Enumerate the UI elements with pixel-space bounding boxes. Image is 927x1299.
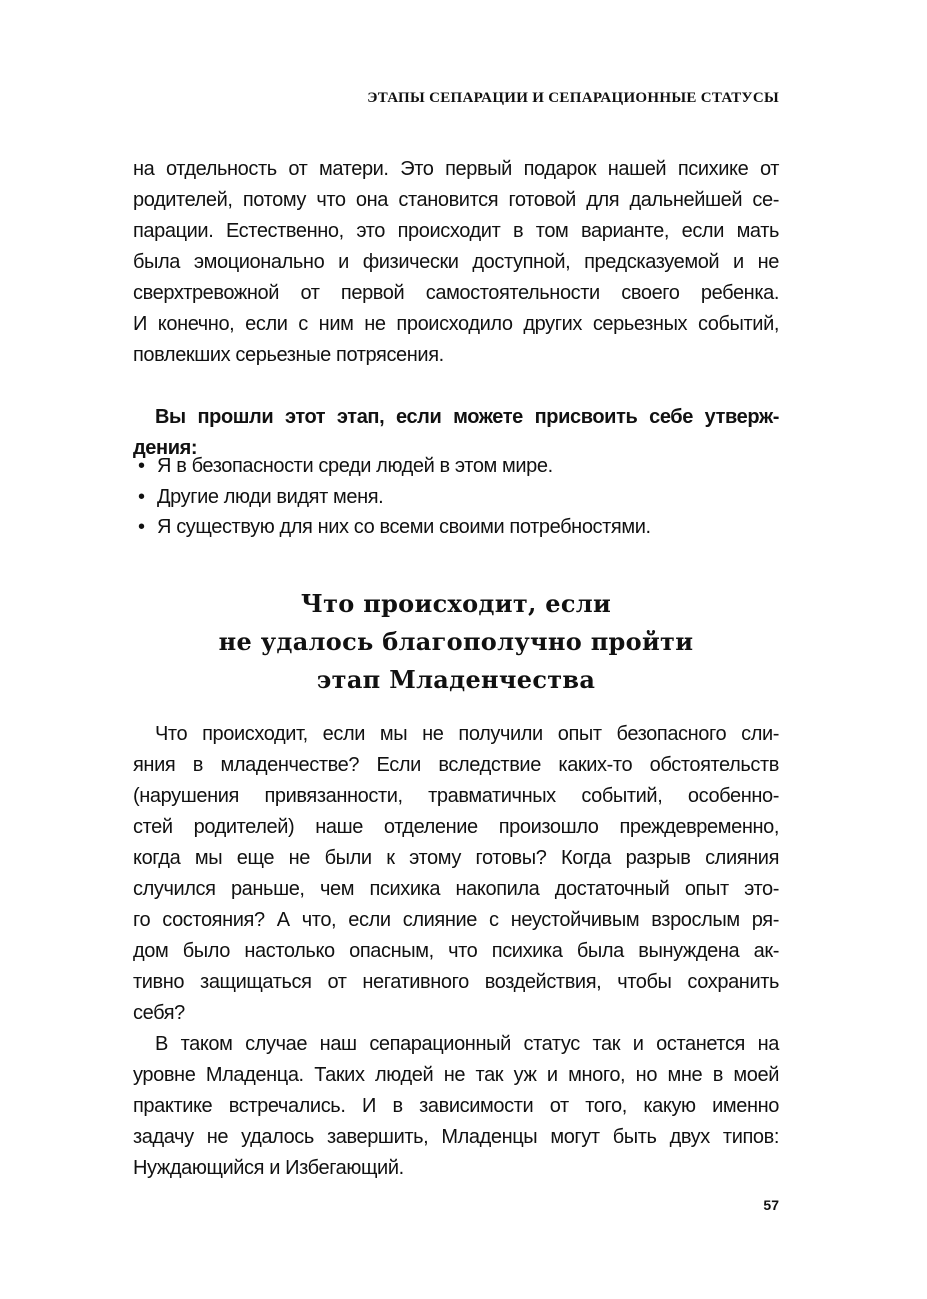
text-line: парации. Естественно, это происходит в том варианте, если мать — [133, 220, 779, 242]
list-item: • Я существую для них со всеми своими потребностями. — [133, 512, 779, 543]
bullet-icon: • — [138, 485, 145, 508]
text-line: Что происходит, если мы не получили опыт безопасного сли- — [155, 723, 779, 745]
text-line: Нуждающийся и Избегающий. — [133, 1157, 404, 1179]
text-line: когда мы еще не были к этому готовы? Когда разрыв слияния — [133, 847, 779, 869]
bullet-icon: • — [138, 455, 145, 477]
heading-line: этап Младенчества — [316, 665, 596, 694]
text-line: дом было настолько опасным, что психика была вынуждена ак- — [133, 940, 779, 962]
list-item: • Я в безопасности среди людей в этом мире. — [133, 451, 779, 482]
heading-line: не удалось благополучно пройти — [218, 627, 694, 656]
text-line: яния в младенчестве? Если вследствие каких-то обстоятельств — [133, 754, 779, 776]
heading-line: Что происходит, если — [300, 589, 612, 618]
paragraph-1 — [133, 154, 779, 371]
statement-list — [133, 451, 779, 543]
text-line: В таком случае наш сепарационный статус так и останется на — [155, 1033, 779, 1055]
paragraph-2 — [133, 719, 779, 1184]
text-line: на отдельность от матери. Это первый подарок нашей психике от — [133, 158, 779, 180]
list-item: • Другие люди видят меня. — [133, 482, 779, 513]
text-line: задачу не удалось завершить, Младенцы могут быть двух типов: — [133, 1126, 779, 1148]
text-line: стей родителей) наше отделение произошло преждевременно, — [133, 816, 779, 838]
text-line: повлекших серьезные потрясения. — [133, 344, 444, 366]
bullet-icon: • — [138, 516, 145, 538]
section-heading — [133, 585, 779, 699]
text-line: тивно защищаться от негативного воздействия, чтобы сохранить — [133, 971, 779, 993]
text-line: дения: — [133, 437, 198, 459]
text-line: родителей, потому что она становится готовой для дальнейшей се- — [133, 189, 779, 211]
running-header: ЭТАПЫ СЕПАРАЦИИ И СЕПАРАЦИОННЫЕ СТАТУСЫ — [367, 90, 779, 106]
text-line: себя? — [133, 1002, 185, 1024]
page-number: 57 — [763, 1197, 779, 1213]
text-line: (нарушения привязанности, травматичных событий, особенно- — [133, 785, 779, 807]
text-line: Вы прошли этот этап, если можете присвоить себе утверж- — [155, 406, 779, 428]
text-line: была эмоционально и физически доступной, предсказуемой и не — [133, 251, 779, 273]
text-line: случился раньше, чем психика накопила достаточный опыт это- — [133, 878, 779, 900]
text-line: практике встречались. И в зависимости от того, какую именно — [133, 1095, 779, 1117]
text-line: уровне Младенца. Таких людей не так уж и много, но мне в моей — [133, 1064, 779, 1086]
text-line: го состояния? А что, если слияние с неустойчивым взрослым ря- — [133, 909, 779, 931]
text-line: сверхтревожной от первой самостоятельности своего ребенка. — [133, 282, 779, 304]
text-line: И конечно, если с ним не происходило других серьезных событий, — [133, 313, 779, 335]
